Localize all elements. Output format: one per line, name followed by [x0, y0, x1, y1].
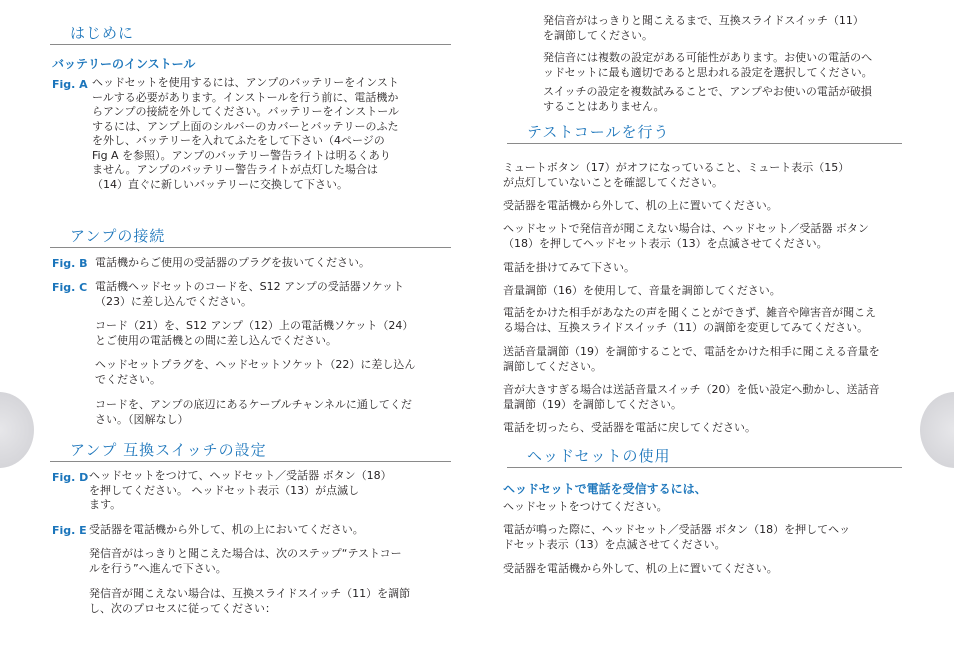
section-heading-switch-settings: アンプ 互換スイッチの設定 — [50, 440, 451, 462]
paragraph-transmit-volume: 送話音量調節（19）を調節することで、電話をかけた相手に聞こえる音量を 調節してください。 — [503, 345, 880, 373]
fig-d-label: Fig. D — [52, 471, 89, 484]
fig-b-text: 電話機からご使用の受話器のプラグを抜いてください。 — [95, 256, 370, 269]
paragraph-no-damage: スイッチの設定を複数試みることで、アンプやお使いの電話が破損 することはありません。 — [543, 85, 872, 113]
right-page — [477, 0, 954, 656]
section-heading-introduction: はじめに — [50, 23, 451, 45]
paragraph-dial-tone-clear: 発信音がはっきりと聞こえた場合は、次のステップ“テストコー ルを行う”へ進んで下さい。 — [89, 547, 402, 575]
fig-b-label: Fig. B — [52, 257, 88, 270]
section-heading-test-call: テストコールを行う — [507, 122, 902, 144]
paragraph-headset-button: ヘッドセットで発信音が聞こえない場合は、ヘッドセット／受話器 ボタン （18）を押してヘッドセット表示（13）を点滅させてください。 — [503, 222, 869, 250]
paragraph-volume: 音量調節（16）を使用して、音量を調節してください。 — [503, 284, 781, 297]
fig-d-text: ヘッドセットをつけて、ヘッドセット／受話器 ボタン（18） を押してください。 ヘッドセット表示（13）が点滅し ます。 — [89, 469, 392, 511]
fig-a-label: Fig. A — [52, 78, 88, 91]
section-heading-using-headset: ヘッドセットの使用 — [507, 446, 902, 468]
paragraph-mute-check: ミュートボタン（17）がオフになっていること、ミュート表示（15） が点灯していないことを確認してください。 — [503, 161, 850, 189]
paragraph-headset-plug: ヘッドセットプラグを、ヘッドセットソケット（22）に差し込ん でください。 — [95, 358, 416, 386]
paragraph-dial-tone-not-heard: 発信音が聞こえない場合は、互換スライドスイッチ（11）を調節 し、次のプロセスに従ってください： — [89, 587, 411, 615]
paragraph-make-call: 電話を掛けてみて下さい。 — [503, 261, 635, 274]
paragraph-phone-rings: 電話が鳴った際に、ヘッドセット／受話器 ボタン（18）を押してヘッ ドセット表示（13）を点滅させてください。 — [503, 523, 851, 551]
fig-a-text: ヘッドセットを使用するには、アンプのバッテリーをインスト ールする必要があります。インストールを行う前に、電話機か らアンプの接続を外してください。バッテリーをインストール するには、アンプ上面のシルバーのカバーとバッテリーのふた を外し、バッテリーを入れてふたをして下さい（4ページの Fig A を参照）。アンプのバッテリー警告ライトは明るくあり ません。アンプのバッテリー警告ライトが点灯した場合は （14）直ぐに新しいバッテリーに交換して下さい。 — [92, 76, 400, 191]
paragraph-multiple-settings: 発信音には複数の設定がある可能性があります。お使いの電話のへ ッドセットに最も適切であると思われる設定を選択してください。 — [543, 51, 873, 79]
fig-e-label: Fig. E — [52, 524, 87, 537]
paragraph-lift-handset: 受話器を電話機から外して、机の上に置いてください。 — [503, 199, 778, 212]
paragraph-cord-connection: コード（21）を、S12 アンプ（12）上の電話機ソケット（24） とご使用の電話機との間に差し込んでください。 — [95, 319, 414, 347]
paragraph-cable-channel: コードを、アンプの底辺にあるケーブルチャンネルに通してくだ さい。（図解なし） — [95, 398, 412, 426]
paragraph-hang-up: 電話を切ったら、受話器を電話に戻してください。 — [503, 421, 756, 434]
section-heading-amp-connection: アンプの接続 — [50, 226, 451, 248]
paragraph-loud-sound: 音が大きすぎる場合は送話音量スイッチ（20）を低い設定へ動かし、送話音 量調節（19）を調節してください。 — [503, 383, 880, 411]
paragraph-noise: 電話をかけた相手があなたの声を聞くことができず、雑音や障害音が聞こえ る場合は、互換スライドスイッチ（11）の調節を変更してみてください。 — [503, 306, 877, 334]
subheading-battery-install: バッテリーのインストール — [52, 57, 196, 71]
paragraph-wear-headset: ヘッドセットをつけてください。 — [503, 500, 668, 513]
fig-e-text: 受話器を電話機から外して、机の上においてください。 — [89, 523, 364, 536]
fig-c-text: 電話機ヘッドセットのコードを、S12 アンプの受話器ソケット （23）に差し込んでください。 — [95, 280, 405, 308]
fig-c-label: Fig. C — [52, 281, 88, 294]
subheading-receive-call: ヘッドセットで電話を受信するには、 — [503, 482, 707, 496]
paragraph-adjust-switch: 発信音がはっきりと聞こえるまで、互換スライドスイッチ（11） を調節してください。 — [543, 14, 864, 42]
paragraph-lift-handset-2: 受話器を電話機から外して、机の上に置いてください。 — [503, 562, 778, 575]
